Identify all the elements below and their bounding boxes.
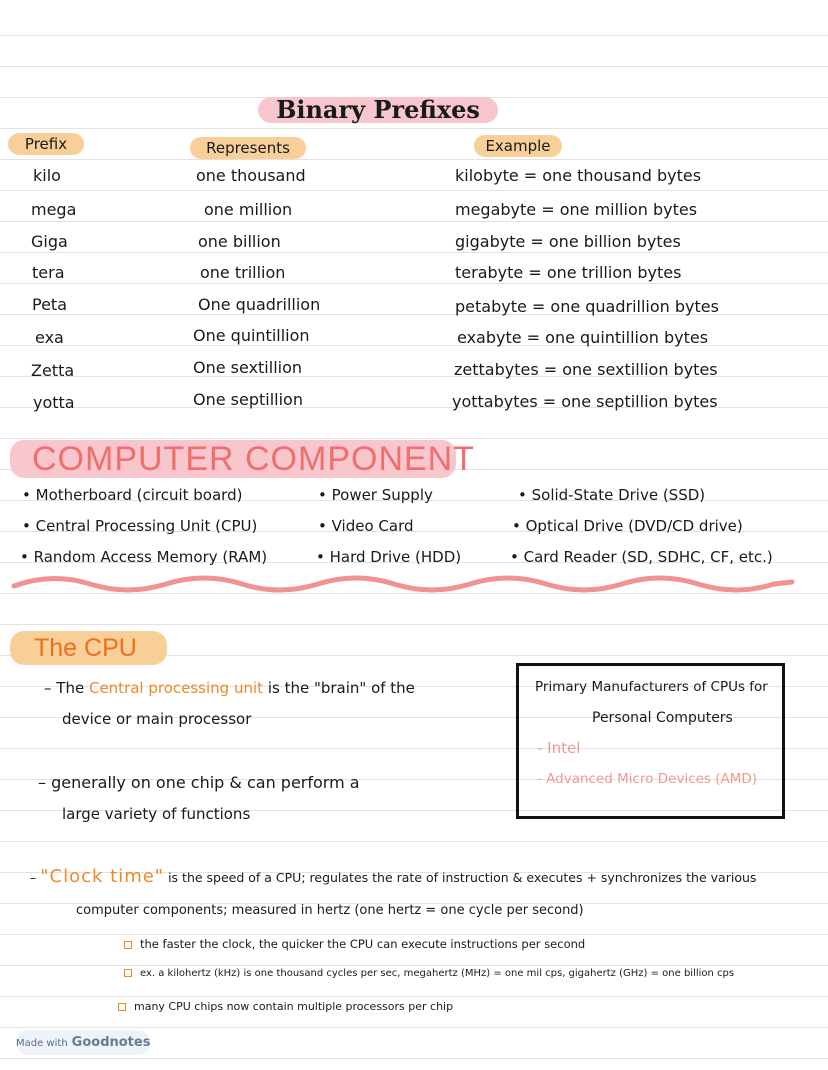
cpu-bullet-brain-line2: device or main processor: [62, 710, 252, 728]
component-item: • Video Card: [318, 517, 414, 535]
header-prefix: Prefix: [8, 133, 84, 155]
clock-subpoint: many CPU chips now contain multiple processors per chip: [118, 1000, 453, 1013]
example-cell: gigabyte = one billion bytes: [455, 232, 681, 251]
prefix-cell: exa: [35, 328, 64, 347]
component-item: • Central Processing Unit (CPU): [22, 517, 258, 535]
represents-cell: one billion: [198, 232, 281, 251]
component-item: • Card Reader (SD, SDHC, CF, etc.): [510, 548, 773, 566]
cpu-bullet-clock: – "Clock time" is the speed of a CPU; regulates the rate of instruction & executes + synchronizes the various: [30, 866, 757, 887]
represents-cell: One quadrillion: [198, 295, 321, 314]
prefix-cell: yotta: [33, 393, 75, 412]
cpu-term-highlight: Central processing unit: [88, 679, 264, 697]
manufacturers-title: Primary Manufacturers of CPUs for: [535, 679, 768, 695]
cpu-bullet-chip: – generally on one chip & can perform a: [38, 773, 360, 792]
example-cell: exabyte = one quintillion bytes: [457, 328, 709, 347]
cpu-bullet-clock-line2: computer components; measured in hertz (one hertz = one cycle per second): [76, 903, 584, 918]
component-item: • Hard Drive (HDD): [316, 548, 462, 566]
made-with-goodnotes-badge[interactable]: Made with Goodnotes: [16, 1030, 150, 1055]
cpu-section-title: The CPU: [10, 631, 167, 665]
square-bullet-icon: [124, 941, 132, 949]
represents-cell: one thousand: [196, 166, 306, 185]
example-cell: zettabytes = one sextillion bytes: [454, 360, 718, 379]
example-cell: megabyte = one million bytes: [455, 200, 698, 219]
example-cell: petabyte = one quadrillion bytes: [455, 297, 719, 316]
manufacturers-title-line2: Personal Computers: [592, 710, 733, 726]
prefix-cell: Zetta: [31, 361, 75, 380]
prefix-cell: mega: [31, 200, 77, 219]
cpu-bullet-chip-line2: large variety of functions: [62, 805, 251, 823]
prefix-cell: Peta: [32, 295, 67, 314]
represents-cell: One quintillion: [193, 326, 310, 345]
header-example: Example: [474, 135, 562, 157]
component-item: • Solid-State Drive (SSD): [518, 486, 706, 504]
example-cell: terabyte = one trillion bytes: [455, 263, 682, 282]
clock-subpoint: ex. a kilohertz (kHz) is one thousand cycles per sec, megahertz (MHz) = one mil cps, gigahertz (GHz) = one billion cps: [124, 968, 734, 979]
represents-cell: One septillion: [193, 390, 303, 409]
component-item: • Power Supply: [318, 486, 433, 504]
prefix-cell: Giga: [31, 232, 68, 251]
represents-cell: one trillion: [200, 263, 286, 282]
manufacturer-intel: - Intel: [537, 739, 581, 757]
prefix-cell: kilo: [33, 166, 61, 185]
square-bullet-icon: [118, 1003, 126, 1011]
clock-subpoint: the faster the clock, the quicker the CPU can execute instructions per second: [124, 937, 585, 951]
header-represents: Represents: [190, 137, 306, 159]
prefix-cell: tera: [32, 263, 65, 282]
components-title: COMPUTER COMPONENT: [10, 440, 456, 478]
wavy-divider: [0, 566, 828, 602]
represents-cell: One sextillion: [193, 358, 303, 377]
square-bullet-icon: [124, 969, 132, 977]
manufacturer-amd: - Advanced Micro Devices (AMD): [537, 771, 758, 787]
component-item: • Random Access Memory (RAM): [20, 548, 268, 566]
page-title: Binary Prefixes: [276, 95, 480, 124]
cpu-bullet-brain: – The Central processing unit is the "brain" of the: [44, 679, 415, 697]
clock-time-highlight: "Clock time": [40, 866, 165, 887]
component-item: • Motherboard (circuit board): [22, 486, 243, 504]
represents-cell: one million: [204, 200, 293, 219]
component-item: • Optical Drive (DVD/CD drive): [512, 517, 743, 535]
example-cell: yottabytes = one septillion bytes: [452, 392, 718, 411]
example-cell: kilobyte = one thousand bytes: [455, 166, 702, 185]
